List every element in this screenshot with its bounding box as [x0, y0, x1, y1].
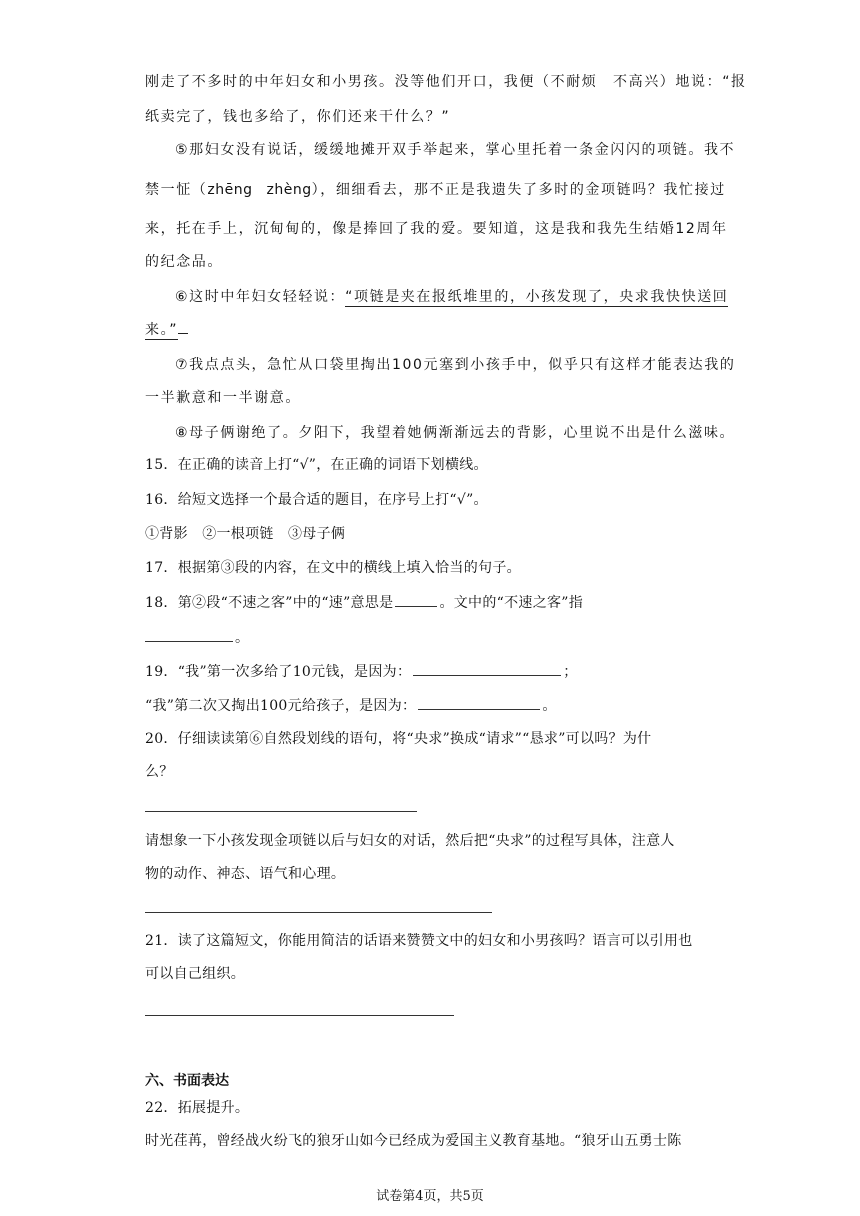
- question-21: 21．读了这篇短文，你能用简洁的话语来赞赞文中的妇女和小男孩吗？语言可以引用也: [145, 933, 693, 949]
- answer-blank[interactable]: [413, 661, 561, 676]
- paragraph-5-line: 的纪念品。: [145, 254, 223, 270]
- imagine-prompt: 请想象一下小孩发现金项链以后与妇女的对话，然后把“央求”的过程写具体，注意人: [145, 833, 675, 849]
- passage-text: ⑥这时中年妇女轻轻说：: [175, 289, 346, 305]
- passage-text: ），细细看去，那不正是我遗失了多时的金项链吗？我忙接过: [311, 182, 726, 198]
- paragraph-5-line: ⑤那妇女没有说话，缓缓地摊开双手举起来，掌心里托着一条金闪闪的项链。我不: [175, 142, 736, 158]
- underlined-sentence: 来。”: [145, 322, 179, 338]
- question-19-second: [145, 695, 557, 716]
- question-text: 19．“我”第一次多给了10元钱，是因为：: [145, 664, 412, 680]
- question-16-options: ①背影 ②一根项链 ③母子俩: [145, 526, 346, 542]
- answer-line[interactable]: [145, 811, 417, 812]
- question-17: 17．根据第③段的内容，在文中的横线上填入恰当的句子。: [145, 560, 521, 576]
- question-text: “我”第二次又掏出100元给孩子，是因为：: [145, 698, 417, 714]
- question-20: 20．仔细读读第⑥自然段划线的语句，将“央求”换成“请求”“恳求”可以吗？为什: [145, 731, 652, 747]
- answer-line[interactable]: [145, 1015, 454, 1016]
- question-20: 么？: [145, 764, 174, 780]
- answer-blank[interactable]: [145, 627, 233, 642]
- paragraph-8-line: ⑧母子俩谢绝了。夕阳下，我望着她俩渐渐远去的背影，心里说不出是什么滋味。: [175, 425, 736, 441]
- underlined-sentence: “项链是夹在报纸堆里的，小孩发现了，央求我快快送回: [345, 289, 729, 305]
- question-18-continued: [145, 627, 249, 648]
- answer-blank[interactable]: [418, 695, 540, 710]
- paragraph-5-line: 来，托在手上，沉甸甸的，像是捧回了我的爱。要知道，这是我和我先生结婚12周年: [145, 221, 728, 237]
- pinyin-option: zhēng: [207, 182, 253, 198]
- paragraph-7-line: 一半歉意和一半谢意。: [145, 390, 301, 406]
- paragraph-6-line: [145, 320, 188, 340]
- question-text: 。: [235, 630, 250, 646]
- paragraph-6-line: [175, 287, 728, 307]
- paragraph-5-line: [145, 180, 726, 200]
- question-21: 可以自己组织。: [145, 966, 246, 982]
- section-title: 六、书面表达: [145, 1073, 229, 1089]
- question-18: [145, 592, 583, 613]
- passage-line: 纸卖完了，钱也多给了，你们还来干什么？”: [145, 109, 451, 125]
- pinyin-option: zhèng: [266, 182, 312, 198]
- answer-blank[interactable]: [395, 592, 437, 607]
- passage-line: 刚走了不多时的中年妇女和小男孩。没等他们开口，我便（不耐烦 不高兴）地说：“报: [145, 74, 747, 90]
- answer-line[interactable]: [145, 912, 492, 913]
- question-text: 。: [542, 698, 557, 714]
- imagine-prompt: 物的动作、神态、语气和心理。: [145, 866, 346, 882]
- passage-text: 禁一怔（: [145, 182, 208, 198]
- question-19: [145, 661, 578, 682]
- page-footer: 试卷第4页，共5页: [376, 1189, 484, 1204]
- question-22: 22．拓展提升。: [145, 1100, 250, 1116]
- question-22-text: 时光荏苒，曾经战火纷飞的狼牙山如今已经成为爱国主义教育基地。“狼牙山五勇士陈: [145, 1133, 682, 1149]
- question-text: 18．第②段“不速之客”中的“速”意思是: [145, 595, 394, 611]
- question-text: ；: [563, 664, 578, 680]
- paragraph-7-line: ⑦我点点头，急忙从口袋里掏出100元塞到小孩手中，似乎只有这样才能表达我的: [175, 357, 736, 373]
- question-16: 16．给短文选择一个最合适的题目，在序号上打“√”。: [145, 492, 488, 508]
- question-text: 。文中的“不速之客”指: [439, 595, 584, 611]
- question-15: 15．在正确的读音上打“√”，在正确的词语下划横线。: [145, 457, 488, 473]
